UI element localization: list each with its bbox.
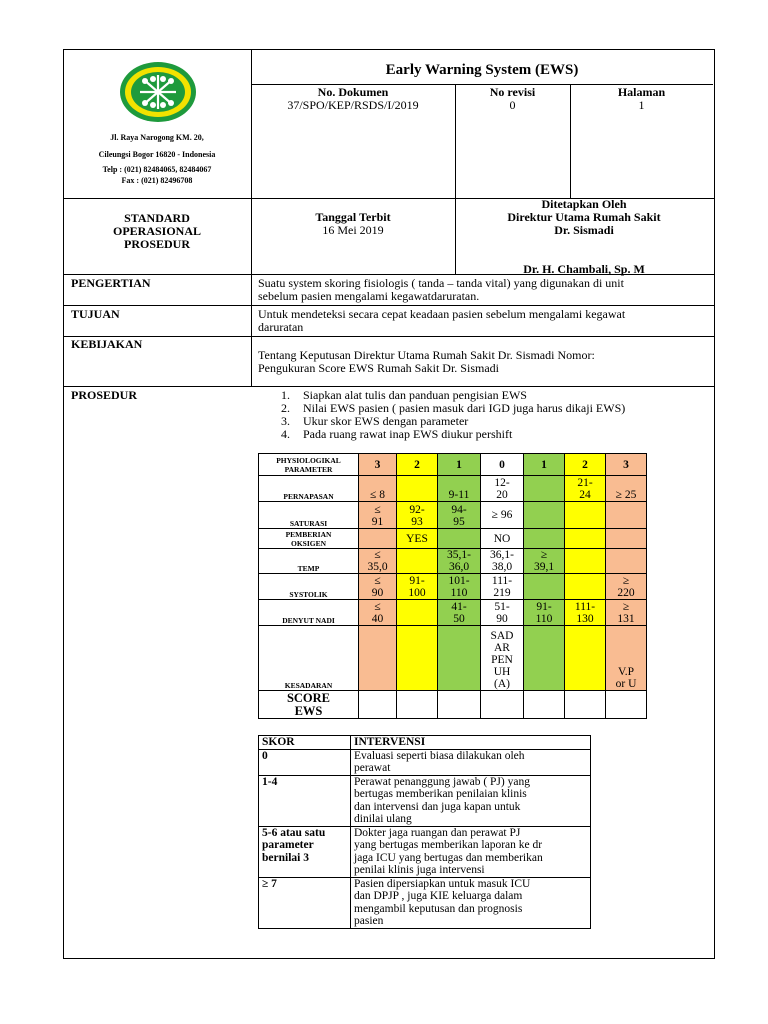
- approved-by: Direktur Utama Rumah Sakit: [507, 210, 661, 224]
- section-text: Untuk mendeteksi secara cepat keadaan pasien sebelum mengalami kegawat: [258, 307, 626, 321]
- step-number: 1.: [281, 388, 290, 402]
- section-text: Suatu system skoring fisiologis ( tanda – tanda vital) yang digunakan di unit: [258, 276, 624, 290]
- header-param-text: PHYSIOLOGIKAL: [276, 455, 341, 465]
- table-cell: [481, 691, 524, 719]
- table-cell: [524, 476, 565, 502]
- revision-value: 0: [509, 98, 516, 112]
- divider: [63, 305, 714, 306]
- table-cell: [397, 600, 438, 626]
- table-cell: V.P or U: [606, 626, 647, 691]
- table-cell: 41- 50: [438, 600, 481, 626]
- issue-date-value: 16 Mei 2019: [322, 223, 384, 237]
- sop-title: OPERASIONAL: [112, 224, 201, 238]
- table-cell: ≥ 131: [606, 600, 647, 626]
- parameter-label: DENYUT NADI: [259, 600, 359, 626]
- table-header-row: [259, 736, 591, 750]
- table-cell: [397, 549, 438, 574]
- table-cell: [606, 549, 647, 574]
- table-cell: [397, 476, 438, 502]
- hospital-logo: [119, 61, 197, 123]
- table-row: [259, 549, 647, 574]
- table-row: [259, 529, 647, 549]
- table-cell: [606, 691, 647, 719]
- table-cell: 35,1- 36,0: [438, 549, 481, 574]
- table-row: [259, 574, 647, 600]
- table-cell: ≤ 40: [359, 600, 397, 626]
- section-text: daruratan: [258, 320, 304, 334]
- intervensi-cell: Dokter jaga ruangan dan perawat PJ yang bertugas memberikan laporan ke dr jaga ICU yang bertugas dan memberikan penilai klinis juga intervensi: [351, 826, 591, 877]
- parameter-label: SYSTOLIK: [259, 574, 359, 600]
- table-cell: [359, 691, 397, 719]
- address-line: Telp : (021) 82484065, 82484067: [102, 165, 212, 174]
- table-cell: [524, 691, 565, 719]
- table-cell: [524, 529, 565, 549]
- skor-cell: 0: [259, 749, 351, 775]
- page-label: Halaman: [617, 85, 666, 99]
- page-value: 1: [638, 98, 645, 112]
- table-cell: [397, 691, 438, 719]
- revision-label: No revisi: [489, 85, 536, 99]
- approved-by: Dr. Sismadi: [554, 223, 614, 237]
- table-cell: YES: [397, 529, 438, 549]
- table-cell: 12- 20: [481, 476, 524, 502]
- table-cell: [524, 502, 565, 529]
- divider: [251, 274, 252, 386]
- sop-title: STANDARD: [124, 211, 190, 225]
- score-header: 3: [606, 454, 647, 476]
- table-cell: [524, 626, 565, 691]
- approved-by: Ditetapkan Oleh: [541, 197, 627, 211]
- table-cell: 101- 110: [438, 574, 481, 600]
- table-row: [259, 502, 647, 529]
- intervention-table: [258, 735, 591, 929]
- table-cell: ≥ 39,1: [524, 549, 565, 574]
- score-ews-text: EWS: [294, 703, 323, 718]
- table-cell: ≥ 220: [606, 574, 647, 600]
- address-line: Jl. Raya Narogong KM. 20,: [110, 133, 204, 142]
- sop-title: PROSEDUR: [123, 237, 190, 251]
- parameter-label: SATURASI: [259, 502, 359, 529]
- step-number: 2.: [281, 401, 290, 415]
- table-cell: [524, 574, 565, 600]
- table-cell: 51- 90: [481, 600, 524, 626]
- table-cell: SAD AR PEN UH (A): [481, 626, 524, 691]
- issue-date-label: Tanggal Terbit: [315, 210, 391, 224]
- skor-cell: 1-4: [259, 775, 351, 826]
- step-text: Ukur skor EWS dengan parameter: [303, 414, 469, 428]
- table-row: [259, 600, 647, 626]
- table-header-row: [259, 454, 647, 476]
- doc-number-value: 37/SPO/KEP/RSDS/I/2019: [287, 98, 419, 112]
- header-skor: SKOR: [259, 736, 351, 750]
- doc-number-label: No. Dokumen: [317, 85, 389, 99]
- table-row: [259, 775, 591, 826]
- table-cell: 36,1- 38,0: [481, 549, 524, 574]
- address-line: Fax : (021) 82496708: [121, 176, 193, 185]
- score-header: 3: [359, 454, 397, 476]
- table-cell: [565, 691, 606, 719]
- table-cell: [606, 529, 647, 549]
- table-cell: [438, 691, 481, 719]
- table-row: [259, 626, 647, 691]
- intervensi-cell: Pasien dipersiapkan untuk masuk ICU dan DPJP , juga KIE keluarga dalam mengambil keputusan dan prognosis pasien: [351, 877, 591, 928]
- table-cell: 9-11: [438, 476, 481, 502]
- table-row: [259, 749, 591, 775]
- table-cell: [565, 574, 606, 600]
- table-cell: 91- 110: [524, 600, 565, 626]
- score-header: 1: [438, 454, 481, 476]
- address-line: Cileungsi Bogor 16820 - Indonesia: [98, 150, 216, 159]
- table-cell: [606, 502, 647, 529]
- table-cell: 92- 93: [397, 502, 438, 529]
- section-text: Tentang Keputusan Direktur Utama Rumah Sakit Dr. Sismadi Nomor:: [258, 348, 595, 362]
- table-cell: [565, 626, 606, 691]
- intervensi-cell: Evaluasi seperti biasa dilakukan oleh perawat: [351, 749, 591, 775]
- table-cell: [359, 626, 397, 691]
- table-row: [259, 877, 591, 928]
- score-ews-text: SCORE: [286, 690, 331, 705]
- parameter-label: KESADARAN: [259, 626, 359, 691]
- table-cell: [565, 529, 606, 549]
- section-label-tujuan: TUJUAN: [71, 307, 120, 321]
- table-cell: ≥ 96: [481, 502, 524, 529]
- section-label-kebijakan: KEBIJAKAN: [71, 337, 143, 351]
- table-cell: 94- 95: [438, 502, 481, 529]
- table-cell: ≤ 90: [359, 574, 397, 600]
- table-row: [259, 476, 647, 502]
- step-number: 3.: [281, 414, 290, 428]
- parameter-label: TEMP: [259, 549, 359, 574]
- table-cell: ≤ 91: [359, 502, 397, 529]
- table-row: [259, 826, 591, 877]
- header-param-cell: [259, 454, 359, 476]
- section-label-pengertian: PENGERTIAN: [71, 276, 151, 290]
- table-cell: [438, 529, 481, 549]
- table-cell: ≤ 8: [359, 476, 397, 502]
- table-cell: ≥ 25: [606, 476, 647, 502]
- skor-cell: 5-6 atau satu parameter bernilai 3: [259, 826, 351, 877]
- table-cell: [565, 549, 606, 574]
- table-cell: 111- 130: [565, 600, 606, 626]
- table-cell: 111- 219: [481, 574, 524, 600]
- table-cell: 91- 100: [397, 574, 438, 600]
- ews-score-table: [258, 453, 647, 719]
- score-header: 0: [481, 454, 524, 476]
- table-cell: [565, 502, 606, 529]
- signatory-name: Dr. H. Chambali, Sp. M: [523, 262, 645, 276]
- table-cell: 21- 24: [565, 476, 606, 502]
- document-title: Early Warning System (EWS): [385, 62, 579, 78]
- intervensi-cell: Perawat penanggung jawab ( PJ) yang bertugas memberikan penilaian klinis dan intervensi dan juga kapan untuk dinilai ulang: [351, 775, 591, 826]
- step-text: Siapkan alat tulis dan panduan pengisian EWS: [303, 388, 527, 402]
- table-cell: NO: [481, 529, 524, 549]
- step-text: Nilai EWS pasien ( pasien masuk dari IGD juga harus dikaji EWS): [303, 401, 626, 415]
- parameter-label: PEMBERIAN OKSIGEN: [259, 529, 359, 549]
- score-ews-label: [259, 691, 359, 719]
- divider: [251, 49, 252, 274]
- table-cell: ≤ 35,0: [359, 549, 397, 574]
- divider: [63, 336, 714, 337]
- section-text: Pengukuran Score EWS Rumah Sakit Dr. Sismadi: [258, 361, 499, 375]
- step-text: Pada ruang rawat inap EWS diukur pershift: [303, 427, 513, 441]
- score-header: 1: [524, 454, 565, 476]
- table-cell: [359, 529, 397, 549]
- section-text: sebelum pasien mengalami kegawatdaruratan.: [258, 289, 480, 303]
- section-label-prosedur: PROSEDUR: [71, 388, 138, 402]
- table-cell: [438, 626, 481, 691]
- header-param-text: PARAMETER: [284, 464, 333, 474]
- skor-cell: ≥ 7: [259, 877, 351, 928]
- parameter-label: PERNAPASAN: [259, 476, 359, 502]
- step-number: 4.: [281, 427, 290, 441]
- score-header: 2: [565, 454, 606, 476]
- score-header: 2: [397, 454, 438, 476]
- table-row: [259, 691, 647, 719]
- table-cell: [397, 626, 438, 691]
- divider: [63, 386, 714, 387]
- header-intervensi: INTERVENSI: [351, 736, 591, 750]
